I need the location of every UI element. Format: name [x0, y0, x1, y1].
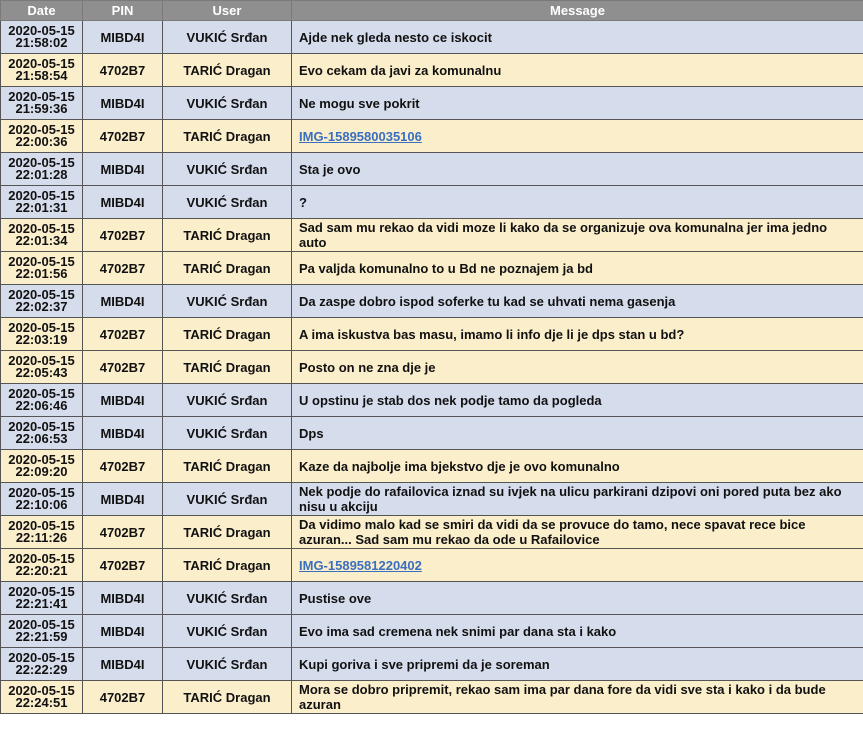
pin-cell: MIBD4I: [83, 384, 163, 417]
time-value: 22:10:06: [15, 497, 68, 512]
table-row: [1, 87, 863, 120]
pin-cell: 4702B7: [83, 219, 163, 252]
time-value: 21:59:36: [15, 101, 68, 116]
date-value: 2020-05-15: [8, 518, 75, 533]
user-cell: VUKIĆ Srđan: [163, 21, 292, 54]
header-message: Message: [292, 1, 863, 21]
time-value: 22:22:29: [15, 662, 68, 677]
message-text: Sta je ovo: [299, 161, 361, 177]
table-row: [1, 351, 863, 384]
date-cell: [1, 120, 83, 153]
time-value: 22:11:26: [15, 530, 68, 545]
message-text: Evo cekam da javi za komunalnu: [299, 62, 502, 78]
pin-cell: MIBD4I: [83, 483, 163, 516]
message-text: Posto on ne zna dje je: [299, 359, 436, 375]
date-value: 2020-05-15: [8, 452, 75, 467]
message-text: Ne mogu sve pokrit: [299, 95, 420, 111]
user-cell: TARIĆ Dragan: [163, 219, 292, 252]
pin-cell: 4702B7: [83, 681, 163, 714]
date-value: 2020-05-15: [8, 650, 75, 665]
time-value: 22:01:56: [15, 266, 68, 281]
date-value: 2020-05-15: [8, 23, 75, 38]
user-cell: VUKIĆ Srđan: [163, 153, 292, 186]
message-cell: [292, 285, 863, 318]
table-row: [1, 582, 863, 615]
date-cell: [1, 252, 83, 285]
time-value: 22:03:19: [15, 332, 68, 347]
message-text: Pa valjda komunalno to u Bd ne poznajem ja bd: [299, 260, 593, 276]
date-cell: [1, 54, 83, 87]
time-value: 22:02:37: [15, 299, 68, 314]
date-value: 2020-05-15: [8, 320, 75, 335]
date-cell: [1, 450, 83, 483]
user-cell: VUKIĆ Srđan: [163, 384, 292, 417]
message-text: Pustise ove: [299, 590, 372, 606]
message-text: Dps: [299, 425, 324, 441]
time-value: 22:24:51: [15, 695, 68, 710]
pin-cell: 4702B7: [83, 450, 163, 483]
date-cell: [1, 417, 83, 450]
table-row: [1, 516, 863, 549]
pin-cell: MIBD4I: [83, 417, 163, 450]
date-cell: [1, 483, 83, 516]
time-value: 22:01:28: [15, 167, 68, 182]
message-text: Evo ima sad cremena nek snimi par dana sta i kako: [299, 623, 617, 639]
message-cell: [292, 681, 863, 714]
date-value: 2020-05-15: [8, 188, 75, 203]
message-cell: [292, 21, 863, 54]
image-attachment-link[interactable]: IMG-1589580035106: [299, 128, 422, 144]
date-cell: [1, 582, 83, 615]
message-text: Da vidimo malo kad se smiri da vidi da se provuce do tamo, nece spavat rece bice azuran... Sad sam mu rekao da ode u Rafailovice: [299, 517, 806, 547]
user-cell: VUKIĆ Srđan: [163, 483, 292, 516]
date-value: 2020-05-15: [8, 89, 75, 104]
date-value: 2020-05-15: [8, 155, 75, 170]
header-pin: PIN: [83, 1, 163, 21]
message-text: U opstinu je stab dos nek podje tamo da pogleda: [299, 392, 602, 408]
user-cell: TARIĆ Dragan: [163, 549, 292, 582]
date-value: 2020-05-15: [8, 551, 75, 566]
time-value: 22:06:46: [15, 398, 68, 413]
pin-cell: 4702B7: [83, 549, 163, 582]
message-text: Mora se dobro pripremit, rekao sam ima par dana fore da vidi sve sta i kako i da bude azuran: [299, 682, 826, 712]
table-row: [1, 483, 863, 516]
user-cell: TARIĆ Dragan: [163, 120, 292, 153]
pin-cell: MIBD4I: [83, 615, 163, 648]
header-date: Date: [1, 1, 83, 21]
header-user: User: [163, 1, 292, 21]
pin-cell: MIBD4I: [83, 87, 163, 120]
table-row: [1, 417, 863, 450]
date-value: 2020-05-15: [8, 419, 75, 434]
time-value: 22:06:53: [15, 431, 68, 446]
date-cell: [1, 318, 83, 351]
message-cell: [292, 186, 863, 219]
message-text: Kaze da najbolje ima bjekstvo dje je ovo komunalno: [299, 458, 620, 474]
user-cell: TARIĆ Dragan: [163, 681, 292, 714]
date-value: 2020-05-15: [8, 287, 75, 302]
table-row: [1, 681, 863, 714]
time-value: 21:58:54: [15, 68, 68, 83]
user-cell: VUKIĆ Srđan: [163, 648, 292, 681]
pin-cell: MIBD4I: [83, 21, 163, 54]
date-cell: [1, 615, 83, 648]
table-row: [1, 186, 863, 219]
pin-cell: 4702B7: [83, 351, 163, 384]
message-cell: [292, 648, 863, 681]
message-text: Sad sam mu rekao da vidi moze li kako da se organizuje ova komunalna jer ima jedno auto: [299, 220, 828, 250]
time-value: 22:00:36: [15, 134, 68, 149]
message-cell: [292, 153, 863, 186]
user-cell: VUKIĆ Srđan: [163, 615, 292, 648]
user-cell: VUKIĆ Srđan: [163, 87, 292, 120]
date-cell: [1, 21, 83, 54]
date-cell: [1, 351, 83, 384]
time-value: 22:09:20: [15, 464, 68, 479]
date-value: 2020-05-15: [8, 485, 75, 500]
date-cell: [1, 681, 83, 714]
pin-cell: 4702B7: [83, 516, 163, 549]
pin-cell: 4702B7: [83, 252, 163, 285]
pin-cell: MIBD4I: [83, 186, 163, 219]
date-value: 2020-05-15: [8, 254, 75, 269]
header-row: [1, 1, 863, 21]
time-value: 22:21:41: [15, 596, 68, 611]
message-cell: [292, 318, 863, 351]
table-row: [1, 384, 863, 417]
table-row: [1, 252, 863, 285]
user-cell: TARIĆ Dragan: [163, 252, 292, 285]
user-cell: TARIĆ Dragan: [163, 450, 292, 483]
time-value: 21:58:02: [15, 35, 68, 50]
table-row: [1, 318, 863, 351]
pin-cell: 4702B7: [83, 318, 163, 351]
message-text: Kupi goriva i sve pripremi da je soreman: [299, 656, 550, 672]
table-row: [1, 219, 863, 252]
pin-cell: 4702B7: [83, 54, 163, 87]
user-cell: TARIĆ Dragan: [163, 318, 292, 351]
date-value: 2020-05-15: [8, 122, 75, 137]
message-text: Nek podje do rafailovica iznad su ivjek na ulicu parkirani dzipovi oni pored puta bez ako nisu u akciju: [299, 484, 842, 514]
date-cell: [1, 219, 83, 252]
message-cell: [292, 87, 863, 120]
table-row: [1, 54, 863, 87]
date-cell: [1, 648, 83, 681]
pin-cell: 4702B7: [83, 120, 163, 153]
message-cell: [292, 219, 863, 252]
message-cell: [292, 120, 863, 153]
table-row: [1, 285, 863, 318]
user-cell: TARIĆ Dragan: [163, 351, 292, 384]
user-cell: TARIĆ Dragan: [163, 54, 292, 87]
table-row: [1, 450, 863, 483]
table-row: [1, 549, 863, 582]
time-value: 22:21:59: [15, 629, 68, 644]
message-cell: [292, 417, 863, 450]
message-text: A ima iskustva bas masu, imamo li info dje li je dps stan u bd?: [299, 326, 685, 342]
message-text: Ajde nek gleda nesto ce iskocit: [299, 29, 492, 45]
date-cell: [1, 384, 83, 417]
user-cell: VUKIĆ Srđan: [163, 285, 292, 318]
message-cell: [292, 384, 863, 417]
time-value: 22:01:31: [15, 200, 68, 215]
table-row: [1, 648, 863, 681]
date-cell: [1, 285, 83, 318]
date-value: 2020-05-15: [8, 353, 75, 368]
message-cell: [292, 615, 863, 648]
date-cell: [1, 549, 83, 582]
user-cell: TARIĆ Dragan: [163, 516, 292, 549]
table-row: [1, 21, 863, 54]
date-value: 2020-05-15: [8, 221, 75, 236]
message-cell: [292, 483, 863, 516]
date-cell: [1, 87, 83, 120]
time-value: 22:20:21: [15, 563, 68, 578]
message-text: ?: [299, 194, 307, 210]
time-value: 22:01:34: [15, 233, 68, 248]
pin-cell: MIBD4I: [83, 153, 163, 186]
time-value: 22:05:43: [15, 365, 68, 380]
date-value: 2020-05-15: [8, 683, 75, 698]
message-rows: [1, 21, 863, 714]
message-cell: [292, 516, 863, 549]
date-value: 2020-05-15: [8, 56, 75, 71]
date-cell: [1, 516, 83, 549]
user-cell: VUKIĆ Srđan: [163, 582, 292, 615]
date-cell: [1, 153, 83, 186]
message-cell: [292, 450, 863, 483]
date-value: 2020-05-15: [8, 617, 75, 632]
table-row: [1, 120, 863, 153]
message-cell: [292, 549, 863, 582]
image-attachment-link[interactable]: IMG-1589581220402: [299, 557, 422, 573]
message-cell: [292, 582, 863, 615]
pin-cell: MIBD4I: [83, 285, 163, 318]
date-value: 2020-05-15: [8, 584, 75, 599]
table-row: [1, 153, 863, 186]
message-cell: [292, 351, 863, 384]
date-cell: [1, 186, 83, 219]
table-row: [1, 615, 863, 648]
message-cell: [292, 252, 863, 285]
user-cell: VUKIĆ Srđan: [163, 186, 292, 219]
message-cell: [292, 54, 863, 87]
pin-cell: MIBD4I: [83, 582, 163, 615]
message-text: Da zaspe dobro ispod soferke tu kad se uhvati nema gasenja: [299, 293, 676, 309]
date-value: 2020-05-15: [8, 386, 75, 401]
pin-cell: MIBD4I: [83, 648, 163, 681]
user-cell: VUKIĆ Srđan: [163, 417, 292, 450]
